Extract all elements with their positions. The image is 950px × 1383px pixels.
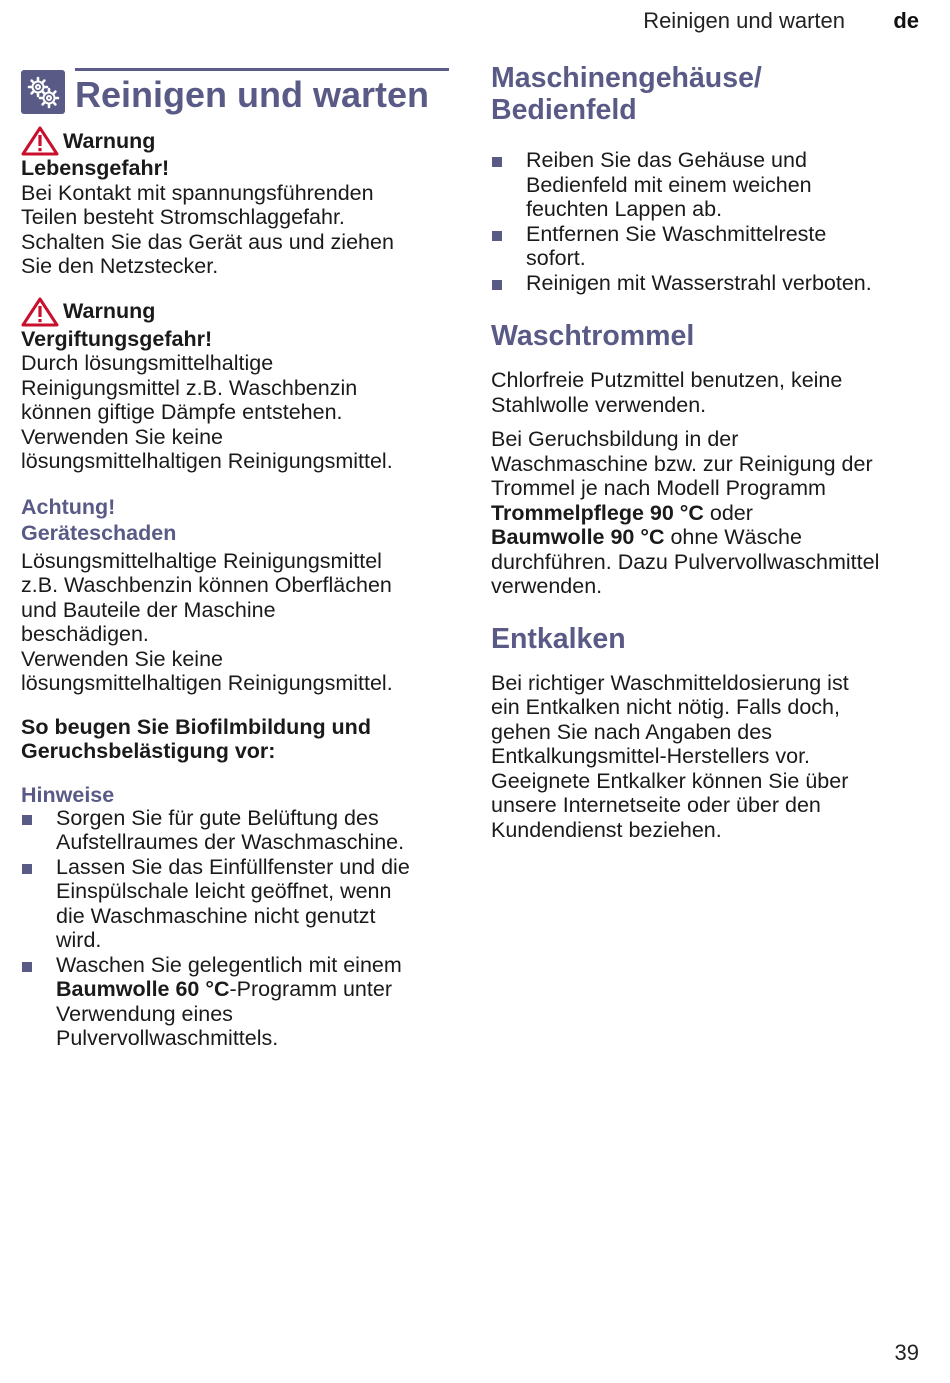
text-line: Pulvervollwaschmittels. xyxy=(56,1026,279,1050)
housing-list xyxy=(491,148,921,295)
text-line: Stahlwolle verwenden. xyxy=(491,392,707,417)
text-line: Sie den Netzstecker. xyxy=(21,254,219,278)
header-section-title: Reinigen und warten xyxy=(643,8,845,33)
text-line: sofort. xyxy=(526,246,586,270)
text-line: Bei Kontakt mit spannungsführenden xyxy=(21,180,374,205)
caution-label: Achtung! xyxy=(21,494,116,519)
warning-label: Warnung xyxy=(63,128,156,153)
text-line xyxy=(491,501,921,526)
text-line: Lösungsmittelhaltige Reinigungsmittel xyxy=(21,548,382,573)
descale-section xyxy=(491,623,921,843)
text-line: Trommel je nach Modell Programm xyxy=(491,476,826,500)
program-name: Trommelpflege 90 °C xyxy=(491,500,704,525)
text-line: z.B. Waschbenzin können Oberflächen xyxy=(21,573,392,597)
text-line: Teilen besteht Stromschlaggefahr. xyxy=(21,205,345,229)
text-line: verwenden. xyxy=(491,574,603,598)
page-title-text: Reinigen und warten xyxy=(75,74,430,115)
text-line: Durch lösungsmittelhaltige xyxy=(21,351,274,375)
list-item xyxy=(21,806,449,855)
text-line: beschädigen. xyxy=(21,622,149,646)
page-title xyxy=(21,68,449,116)
text-line: Verwenden Sie keine xyxy=(21,646,224,671)
housing-section xyxy=(491,62,921,295)
text-line: Lassen Sie das Einfüllfenster und die xyxy=(56,854,410,879)
notes-block xyxy=(21,782,449,1051)
text-line: Waschen Sie gelegentlich mit einem xyxy=(56,952,402,977)
text-line: unsere Internetseite oder über den xyxy=(491,793,821,817)
text-line: Verwenden Sie keine xyxy=(21,424,224,449)
left-column xyxy=(21,68,449,1051)
section-title: Entkalken xyxy=(491,622,626,655)
section-title: Bedienfeld xyxy=(491,94,637,126)
bullet-icon xyxy=(492,157,502,167)
right-column xyxy=(491,62,921,842)
text-fragment: -Programm unter xyxy=(229,977,392,1001)
program-name: Baumwolle 90 °C xyxy=(491,525,665,549)
text-line: wird. xyxy=(56,928,102,952)
text-line: Reiben Sie das Gehäuse und xyxy=(526,148,807,172)
text-line: Bei Geruchsbildung in der xyxy=(491,427,739,451)
warning-label: Warnung xyxy=(63,299,156,324)
bullet-icon xyxy=(22,962,32,972)
text-line: Entfernen Sie Waschmittelreste xyxy=(526,221,827,246)
drum-section xyxy=(491,320,921,599)
caution-block xyxy=(21,494,449,696)
subheading-line: Geruchsbelästigung vor: xyxy=(21,739,276,763)
notes-list xyxy=(21,806,449,1051)
text-line: Reinigungsmittel z.B. Waschbenzin xyxy=(21,375,358,400)
list-item xyxy=(491,222,921,271)
warning-header xyxy=(21,126,449,156)
bullet-icon xyxy=(492,280,502,290)
title-rule xyxy=(75,68,449,71)
text-line: Verwendung eines xyxy=(56,1001,233,1026)
text-line: lösungsmittelhaltigen Reinigungsmittel. xyxy=(21,671,393,695)
warning-header xyxy=(21,297,449,327)
text-line: Geeignete Entkalker können Sie über xyxy=(491,768,849,793)
text-fragment: oder xyxy=(703,500,753,525)
program-name: Baumwolle 60 °C xyxy=(56,977,230,1001)
text-line: und Bauteile der Maschine xyxy=(21,597,276,622)
text-line: Chlorfreie Putzmittel benutzen, keine xyxy=(491,368,843,392)
text-line: durchführen. Dazu Pulvervollwaschmittel xyxy=(491,549,880,574)
bullet-icon xyxy=(492,231,502,241)
text-line: gehen Sie nach Angaben des xyxy=(491,719,772,744)
notes-label: Hinweise xyxy=(21,782,115,807)
section-title: Waschtrommel xyxy=(491,320,695,352)
text-line: Einspülschale leicht geöffnet, wenn xyxy=(56,879,392,903)
bullet-icon xyxy=(22,864,32,874)
header-language: de xyxy=(893,8,919,33)
text-line: Entkalkungsmittel-Herstellers vor. xyxy=(491,744,811,768)
gear-icon xyxy=(21,70,65,114)
caution-heading: Geräteschaden xyxy=(21,520,177,545)
biofilm-heading xyxy=(21,715,449,764)
text-line: können giftige Dämpfe entstehen. xyxy=(21,400,343,424)
warning-heading: Lebensgefahr! xyxy=(21,156,170,180)
text-line: lösungsmittelhaltigen Reinigungsmittel. xyxy=(21,449,393,473)
text-line: Sorgen Sie für gute Belüftung des xyxy=(56,805,379,830)
warning-triangle-icon xyxy=(21,126,59,156)
list-item xyxy=(491,148,921,222)
list-item xyxy=(491,271,921,296)
section-title: Maschinengehäuse/ xyxy=(491,62,762,94)
page-number: 39 xyxy=(894,1340,919,1365)
list-item xyxy=(21,953,449,1051)
warning-block-electric xyxy=(21,126,449,279)
text-line: Schalten Sie das Gerät aus und ziehen xyxy=(21,229,394,254)
text-line: Bei richtiger Waschmitteldosierung ist xyxy=(491,670,849,695)
text-line: Reinigen mit Wasserstrahl verboten. xyxy=(526,270,872,295)
text-line xyxy=(56,977,449,1002)
text-line: Aufstellraumes der Waschmaschine. xyxy=(56,830,405,854)
text-line: Bedienfeld mit einem weichen xyxy=(526,172,812,197)
bullet-icon xyxy=(22,815,32,825)
text-line: Kundendienst beziehen. xyxy=(491,817,722,842)
warning-heading: Vergiftungsgefahr! xyxy=(21,326,213,351)
text-line xyxy=(491,525,921,550)
text-line: ein Entkalken nicht nötig. Falls doch, xyxy=(491,695,840,719)
text-line: die Waschmaschine nicht genutzt xyxy=(56,903,376,928)
text-line: Waschmaschine bzw. zur Reinigung der xyxy=(491,451,873,476)
warning-triangle-icon xyxy=(21,297,59,327)
text-fragment: ohne Wäsche xyxy=(664,525,802,549)
warning-block-poison xyxy=(21,297,449,474)
subheading-line: So beugen Sie Biofilmbildung und xyxy=(21,714,371,739)
page-header xyxy=(0,8,950,36)
list-item xyxy=(21,855,449,953)
text-line: feuchten Lappen ab. xyxy=(526,197,723,221)
